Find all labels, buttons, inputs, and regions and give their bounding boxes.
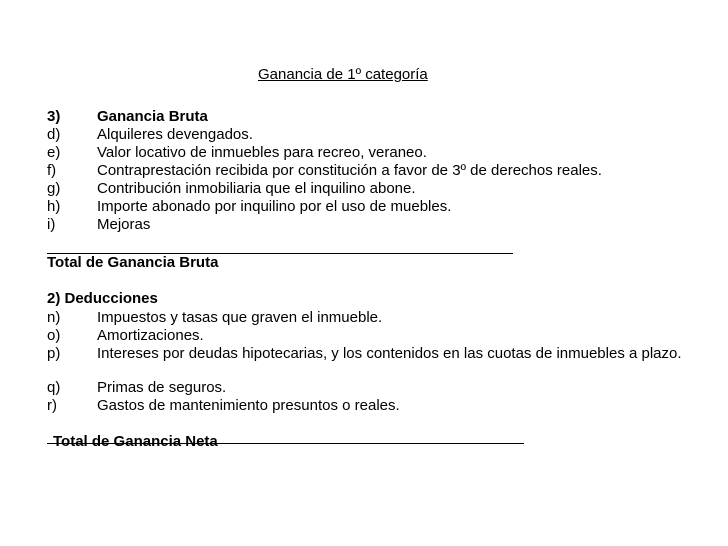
item-text: Importe abonado por inquilino por el uso de muebles.: [97, 198, 452, 215]
item-label: n): [47, 309, 61, 326]
item-text: Valor locativo de inmuebles para recreo, veraneo.: [97, 144, 427, 161]
item-label: q): [47, 379, 61, 396]
total-bruta-label: Total de Ganancia Bruta: [47, 254, 219, 271]
item-label: d): [47, 126, 61, 143]
item-label: h): [47, 198, 61, 215]
item-text: Gastos de mantenimiento presuntos o reales.: [97, 397, 400, 414]
item-text: Mejoras: [97, 216, 151, 233]
section-deducciones-heading: 2) Deducciones: [47, 290, 158, 307]
item-label: p): [47, 345, 61, 362]
total-neta-label: Total de Ganancia Neta: [53, 433, 218, 450]
item-label: g): [47, 180, 61, 197]
item-label: o): [47, 327, 61, 344]
item-text: Alquileres devengados.: [97, 126, 253, 143]
section-bruta-heading: Ganancia Bruta: [97, 108, 208, 125]
page-title: Ganancia de 1º categoría: [258, 66, 428, 83]
item-text: Contraprestación recibida por constitución a favor de 3º de derechos reales.: [97, 162, 602, 179]
section-bruta-number: 3): [47, 108, 61, 125]
item-text: Impuestos y tasas que graven el inmueble.: [97, 309, 383, 326]
item-label: r): [47, 397, 57, 414]
item-label: f): [47, 162, 57, 179]
item-text: Primas de seguros.: [97, 379, 227, 396]
item-label: e): [47, 144, 61, 161]
item-text: Amortizaciones.: [97, 327, 204, 344]
item-text: Contribución inmobiliaria que el inquilino abone.: [97, 180, 416, 197]
item-text: Intereses por deudas hipotecarias, y los contenidos en las cuotas de inmuebles a plazo.: [97, 345, 682, 362]
item-label: i): [47, 216, 56, 233]
